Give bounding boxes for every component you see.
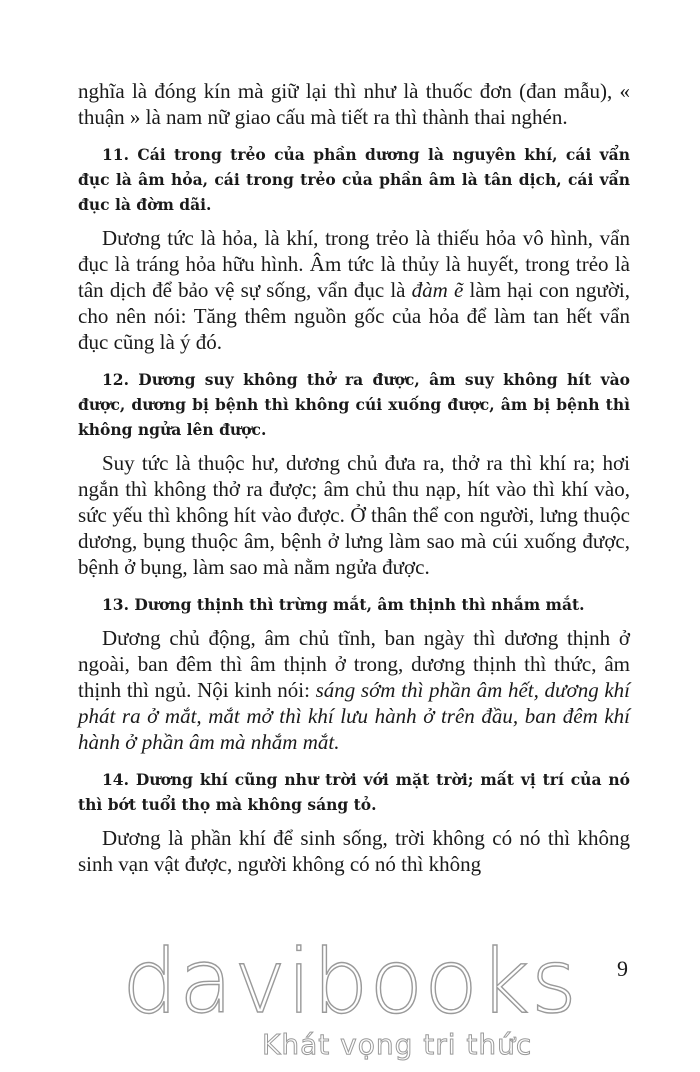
watermark-slogan: Khát vọng tri thức — [262, 1028, 533, 1061]
section-11-body-end: làm hại con người, cho nên nói: Tăng thêm nguồn gốc của hỏa để làm tan hết vẩn đục cũng là ý đó. — [78, 278, 631, 354]
section-11-body — [78, 225, 630, 355]
intro-paragraph: nghĩa là đóng kín mà giữ lại thì như là thuốc đơn (đan mẫu), « thuận » là nam nữ giao cấu mà tiết ra thì thành thai nghén. — [78, 79, 630, 129]
section-13-body-text: Dương chủ động, âm chủ tĩnh, ban ngày thì dương thịnh ở ngoài, ban đêm thì âm thịnh ở trong, dương thịnh thì thức, âm thịnh thì ngủ. Nội kinh nói: — [78, 626, 630, 702]
page-number: 9 — [617, 956, 628, 981]
section-13-heading: 13. Dương thịnh thì trừng mắt, âm thịnh thì nhắm mắt. — [102, 595, 585, 614]
section-12-heading: 12. Dương suy không thở ra được, âm suy không hít vào được, dương bị bệnh thì không cúi xuống được, âm bị bệnh thì không ngửa lên được. — [78, 370, 630, 439]
section-13-body — [78, 625, 630, 755]
section-14-heading: 14. Dương khí cũng như trời với mặt trời; mất vị trí của nó thì bớt tuổi thọ mà không sáng tỏ. — [78, 770, 630, 814]
section-12-body: Suy tức là thuộc hư, dương chủ đưa ra, thở ra thì khí ra; hơi ngắn thì không thở ra được; âm chủ thu nạp, hít vào thì khí vào, sức yếu thì không hít vào được. Ở thân thể con người, lưng thuộc dương, bụng thuộc âm, bệnh ở lưng làm sao mà cúi xuống được, bệnh ở bụng, làm sao mà nằm ngửa được. — [78, 451, 630, 579]
watermark-logo: davibooks — [122, 930, 578, 1033]
section-13-body-italic: sáng sớm thì phần âm hết, dương khí phát ra ở mắt, mắt mở thì khí lưu hành ở trên đầu, ban đêm khí hành ở phần âm mà nhắm mắt. — [78, 678, 631, 754]
section-11-body-italic: đàm ẽ — [411, 278, 464, 302]
section-11-body-text: Dương tức là hỏa, là khí, trong trẻo là thiếu hỏa vô hình, vẩn đục là tráng hỏa hữu hình. Âm tức là thủy là huyết, trong trẻo là tân dịch để bảo vệ sự sống, vẩn đục là — [78, 226, 630, 302]
section-11-heading: 11. Cái trong trẻo của phần dương là nguyên khí, cái vẩn đục là âm hỏa, cái trong trẻo của phần âm là tân dịch, cái vẩn đục là đờm dãi. — [78, 145, 630, 214]
section-14-body: Dương là phần khí để sinh sống, trời không có nó thì không sinh vạn vật được, người không có nó thì không — [78, 826, 630, 876]
page-content — [78, 78, 630, 877]
